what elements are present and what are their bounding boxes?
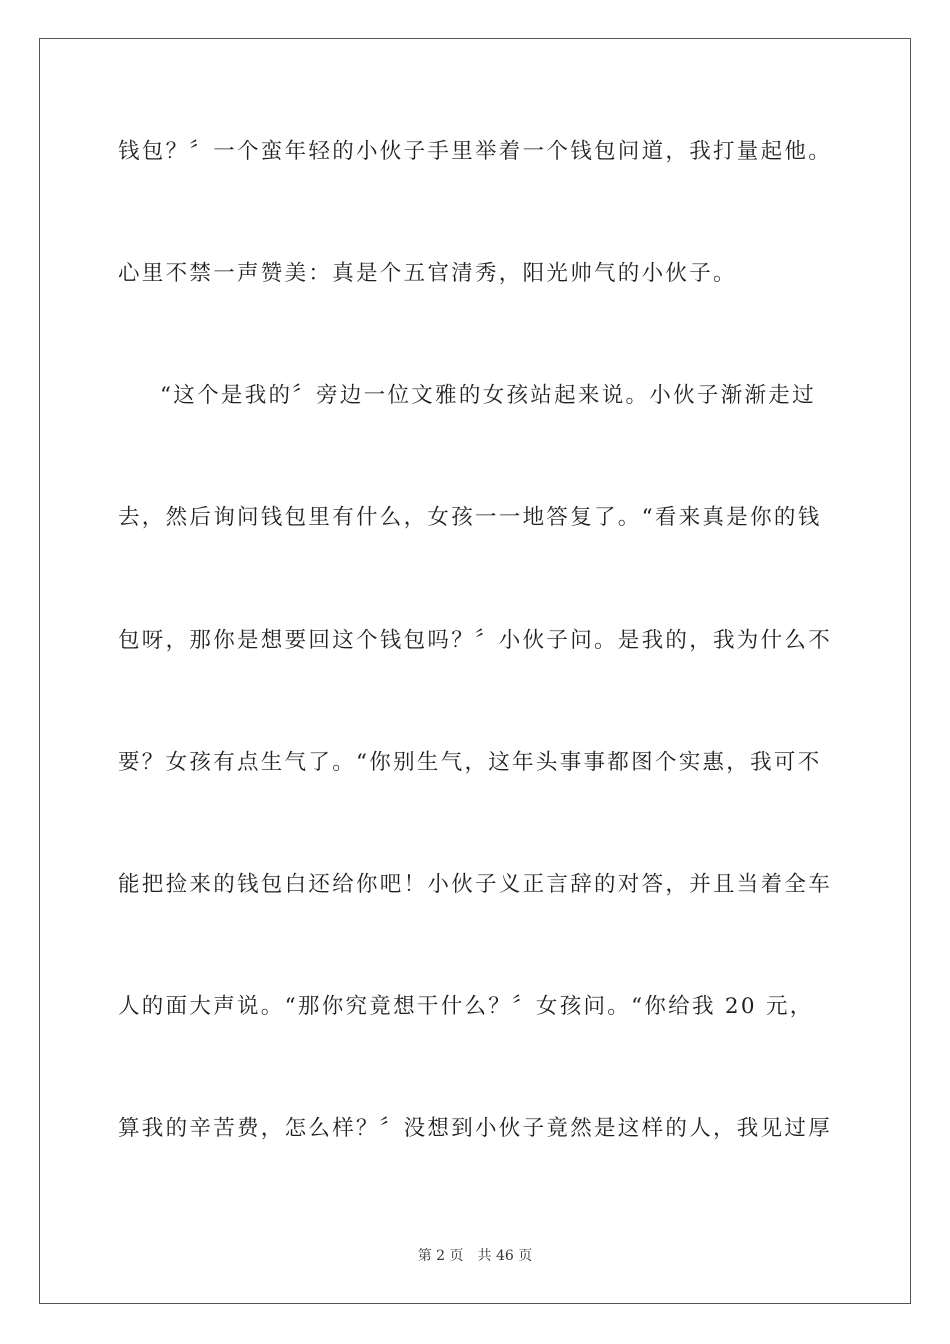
body-text-line-6: 要？女孩有点生气了。“你别生气，这年头事事都图个实惠，我可不 <box>118 750 822 775</box>
body-text-line-2: 心里不禁一声赞美：真是个五官清秀，阳光帅气的小伙子。 <box>118 261 737 286</box>
body-text-line-3: “这个是我的〞旁边一位文雅的女孩站起来说。小伙子渐渐走过 <box>160 383 816 408</box>
body-text-line-8: 人的面大声说。“那你究竟想干什么？〞女孩问。“你给我 20 元， <box>118 994 814 1019</box>
page-number: 第 2 页 <box>417 1248 464 1264</box>
body-text-line-5: 包呀，那你是想要回这个钱包吗？〞小伙子问。是我的，我为什么不 <box>118 628 833 653</box>
body-text-line-1: 钱包？〞一个蛮年轻的小伙子手里举着一个钱包问道，我打量起他。 <box>118 139 833 164</box>
page-footer <box>0 1247 950 1265</box>
body-text-line-7: 能把捡来的钱包白还给你吧！小伙子义正言辞的对答，并且当着全车 <box>118 872 833 897</box>
page-total: 共 46 页 <box>477 1248 533 1264</box>
body-text-line-4: 去，然后询问钱包里有什么，女孩一一地答复了。“看来真是你的钱 <box>118 505 822 530</box>
body-text-line-9: 算我的辛苦费，怎么样？〞没想到小伙子竟然是这样的人，我见过厚 <box>118 1116 833 1141</box>
